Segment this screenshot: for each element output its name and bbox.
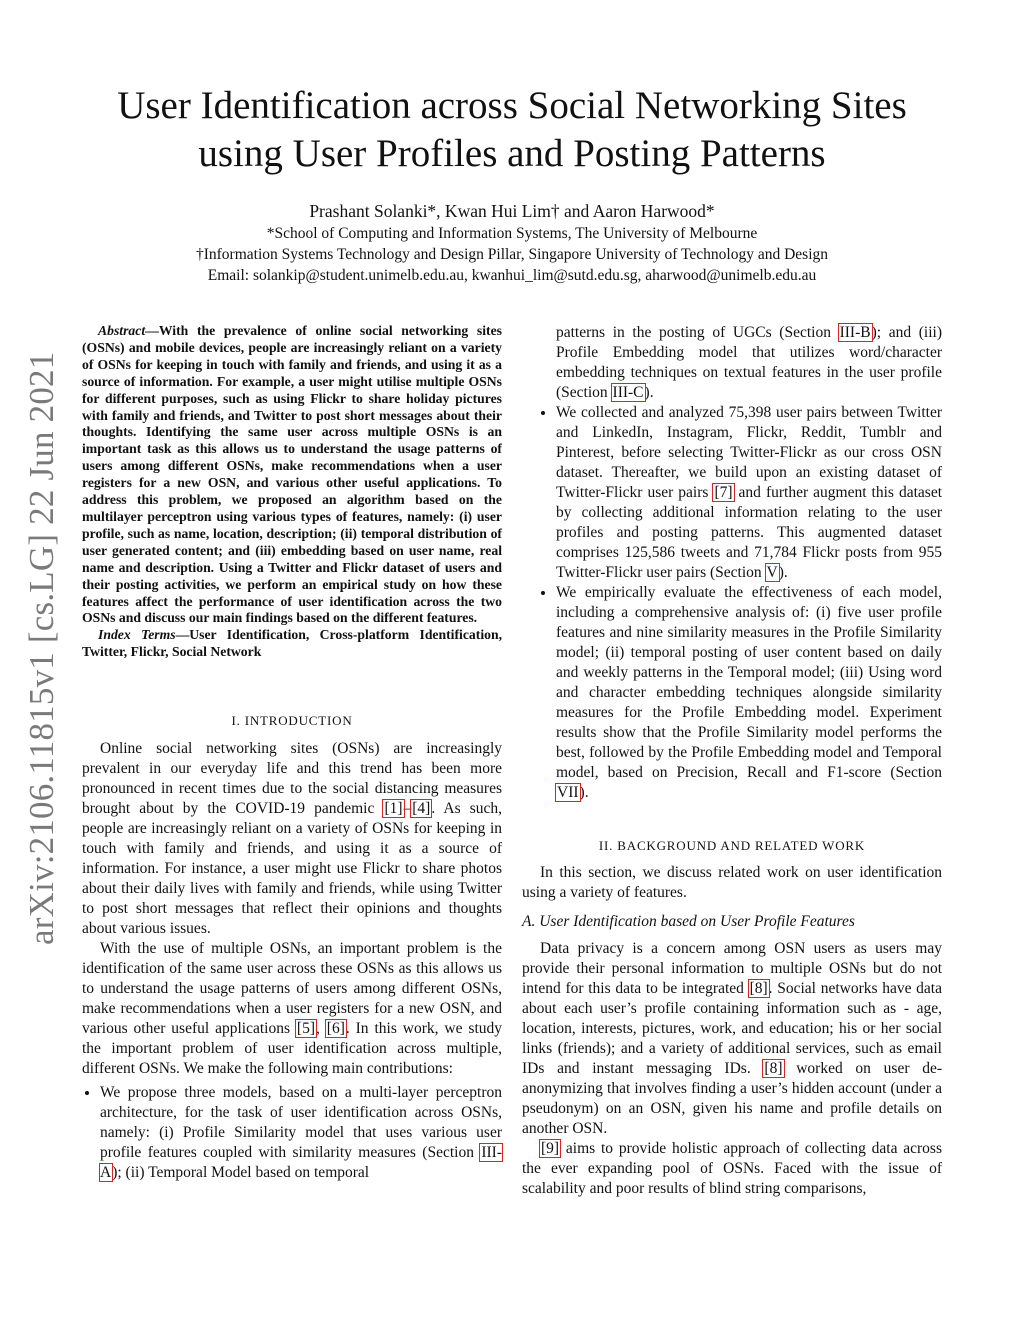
title-line-1: User Identification across Social Networking Sites	[117, 84, 907, 127]
title-line-2: using User Profiles and Posting Patterns	[198, 132, 826, 175]
background-paragraph-2: Data privacy is a concern among OSN users as users may provide their personal information to multiple OSNs but do not intend for this data to be integrated [8]. Social networks have data about each user’s profile containing information such as - age, location, interests, pictures, work, and education; his or her social links (friends); and a variety of additional services, such as email IDs and instant messaging IDs. [8] worked on user de-anonymizing that involves finding a user’s hidden account (under a pseudonym) on an OSN, given his name and profile details on another OSN.	[522, 940, 942, 1137]
section-link-v[interactable]: V	[766, 564, 778, 581]
abstract-label: Abstract	[98, 323, 146, 338]
citation-link-9[interactable]: [9]	[541, 1140, 560, 1157]
affiliation-sutd: †Information Systems Technology and Design Pillar, Singapore University of Technology and Design	[195, 246, 829, 263]
intro-paragraph-1: Online social networking sites (OSNs) are increasingly prevalent in our everyday life and this trend has been more pronounced in recent times due to the social distancing measures brought about by the COVID-19 pandemic [1]–[4]. As such, people are increasingly reliant on a variety of OSNs for keeping in touch with family and friends, and using it as a source of information. For instance, a user might use Flickr to share photos about their daily lives with family and friends, while using Twitter to post short messages that reflect their opinions and thoughts about various issues.	[82, 740, 502, 937]
index-terms-label: Index Terms	[98, 627, 176, 643]
contributions-list-right	[522, 403, 942, 803]
section-heading-introduction: I. INTRODUCTION	[231, 713, 353, 728]
introduction-body	[82, 739, 502, 1183]
intro-paragraph-2: With the use of multiple OSNs, an important problem is the identification of the same user across these OSNs as this allows us to understand the usage patterns of users among different OSNs, make recommendations when a user registers for a new OSN, and various other useful applications [5], [6]. In this work, we study the important problem of user identification across multiple, different OSNs. We make the following main contributions:	[82, 940, 502, 1077]
citation-link-6[interactable]: [6]	[326, 1020, 345, 1037]
section-link-vii[interactable]: VII	[557, 784, 579, 801]
section-link-iii-c[interactable]: III-C	[612, 384, 644, 401]
author-list: Prashant Solanki*, Kwan Hui Lim† and Aaron Harwood*	[309, 201, 715, 221]
citation-link-8-second[interactable]: [8]	[764, 1060, 783, 1077]
section-heading-background: II. BACKGROUND AND RELATED WORK	[598, 838, 866, 853]
subsection-heading-a: A. User Identification based on User Profile Features	[522, 913, 855, 930]
abstract-block	[82, 323, 502, 661]
contributions-list	[82, 1083, 502, 1183]
arxiv-side-label: arXiv:2106.11815v1 [cs.LG] 22 Jun 2021	[22, 351, 61, 945]
contribution-item-2: • We collected and analyzed 75,398 user pairs between Twitter and LinkedIn, Instagram, Flickr, Reddit, Tumblr and Pinterest, before selecting Twitter-Flickr as our cross OSN dataset. Thereafter, we build upon an existing dataset of Twitter-Flickr user pairs [7] and further augment this dataset by collecting additional information relating to the user profiles and posting patterns. This augmented dataset comprises 125,586 tweets and 71,784 Flickr posts from 955 Twitter-Flickr user pairs (Section V).	[556, 403, 942, 583]
citation-link-1[interactable]: [1]	[384, 800, 403, 817]
abstract-text: —With the prevalence of online social networking sites (OSNs) and mobile devices, people are increasingly reliant on a variety of OSNs for keeping in touch with family and friends, and using it as a source of information. For example, a user might utilise multiple OSNs for different purposes, such as using Flickr to share holiday pictures with family and friends, and Twitter to post short messages about their thoughts. Identifying the same user across multiple OSNs is an important task as this allows us to understand the usage patterns of users among different OSNs, make recommendations when a user registers for a new OSN, and various other useful applications. To address this problem, we proposed an algorithm based on the multilayer perceptron using various types of features, namely: (i) user profile, such as name, location, description; (ii) temporal distribution of user generated content; and (iii) embedding based on user name, real name and description. Using a Twitter and Flickr dataset of users and their posting activities, we perform an empirical study on how these features affect the performance of user identification across the two OSNs and discuss our main findings based on the different features.	[82, 323, 502, 626]
contribution-item-1-continued: patterns in the posting of UGCs (Section III-B); and (iii) Profile Embedding model that utilizes word/character embedding techniques on textual features in the user profile (Section III-C).	[556, 324, 943, 401]
contribution-item-1: • We propose three models, based on a multi-layer perceptron architecture, for the task of user identification across OSNs, namely: (i) Profile Similarity model that uses various user profile features coupled with similarity measures (Section III-A); (ii) Temporal Model based on temporal	[100, 1083, 502, 1183]
citation-link-7[interactable]: [7]	[714, 484, 733, 501]
contributions-continued	[522, 323, 942, 803]
author-emails: Email: solankip@student.unimelb.edu.au, kwanhui_lim@sutd.edu.sg, aharwood@unimelb.edu.au	[207, 267, 817, 284]
affiliation-melbourne: *School of Computing and Information Systems, The University of Melbourne	[266, 225, 758, 242]
citation-link-5[interactable]: [5]	[296, 1020, 315, 1037]
paper-title	[60, 82, 964, 178]
index-terms-text: —User Identification, Cross-platform Identification, Twitter, Flickr, Social Network	[82, 627, 503, 660]
section-link-iii-b[interactable]: III-B	[839, 324, 871, 341]
section-link-iii-a[interactable]: III-A	[100, 1144, 502, 1181]
background-paragraph-1: In this section, we discuss related work on user identification using a variety of features.	[522, 864, 942, 901]
citation-link-8[interactable]: [8]	[749, 980, 768, 997]
citation-link-4[interactable]: [4]	[412, 800, 431, 817]
background-body	[522, 863, 942, 1199]
contribution-item-3: • We empirically evaluate the effectiveness of each model, including a comprehensive analysis of: (i) five user profile features and nine similarity measures in the Profile Similarity model; (ii) temporal posting of user content based on daily and weekly patterns in the Temporal model; (iii) Using word and character embedding techniques alongside similarity measures for the Profile Embedding model. Experiment results show that the Profile Similarity model performs the best, followed by the Profile Embedding model and Temporal model, based on Precision, Recall and F1-score (Section VII).	[556, 583, 942, 803]
background-paragraph-3: [9] aims to provide holistic approach of collecting data across the ever expanding pool of OSNs. Faced with the issue of scalability and poor results of blind string comparisons,	[522, 1140, 942, 1197]
